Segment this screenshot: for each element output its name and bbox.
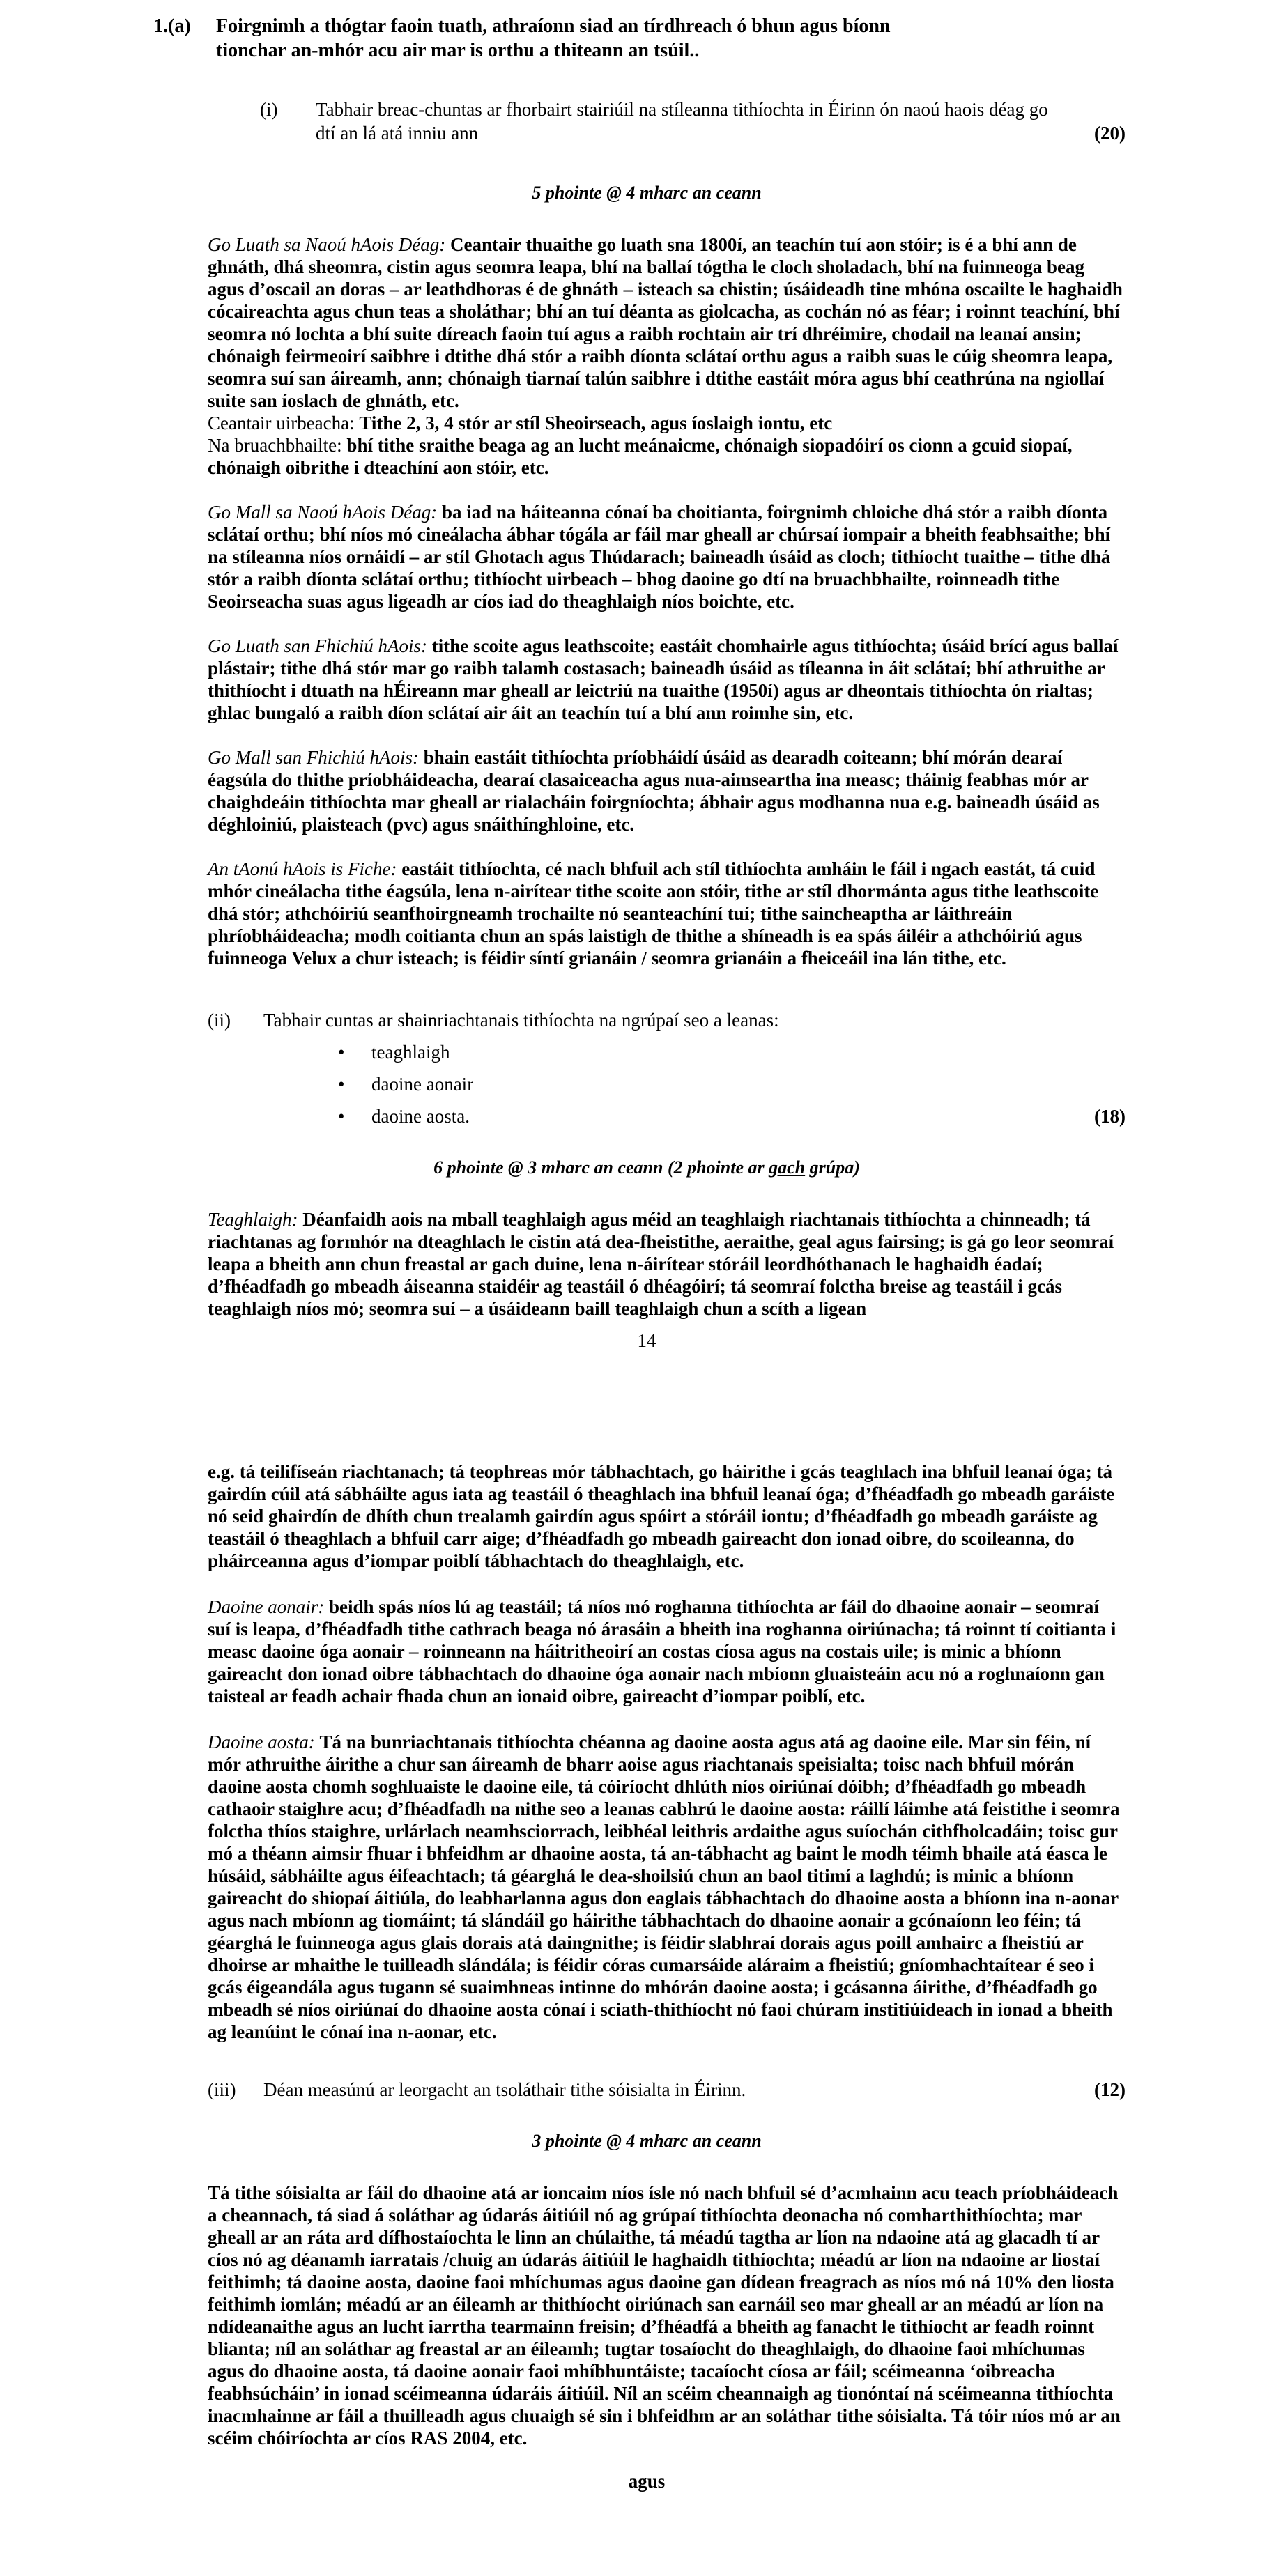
text-segment: grúpa) xyxy=(805,1157,860,1178)
bullet-item-label: teaghlaigh xyxy=(371,1042,450,1063)
bullet-item-daoine-aonair xyxy=(338,1072,1126,1096)
text-segment: Ceantair thuaithe go luath sna 1800í, an teachín tuí aon stóir; is é a bhí ann de ghnáth, dhá sheomra, cistin agus seomra leapa, bhí na ballaí tógtha le cloch sholadach, bhí na fuinneoga beag agus d’oscail an doras – ar leathdhoras é de ghnáth – isteach sa chistin; úsáideadh tine mhóna oscailte le haghaidh cócaireachta agus chun teas a sholáthar; bhí an tuí déanta as giolcacha, as cochán nó as féar; i roinnt teachíní, bhí seomra nó lochta a bhí suite díreach faoin tuí agus a raibh rochtain air trí dhréimire, chodail na leanaí ansin; chónaigh feirmeoirí saibhre i dtithe dhá stór a raibh díonta sclátaí orthu agus a raibh suas le cúig sheomra leapa, seomra suí san áireamh, ann; chónaigh tiarnaí talún saibhre i dtithe eastáit móra agus bhí ceathrúna na ngiollaí suite san íoslach de ghnáth, etc. xyxy=(208,234,1123,411)
text-segment: bhí tithe sraithe beaga ag an lucht meánaicme, chónaigh siopadóirí os cionn a gcuid siopaí, chónaigh oibrithe i dteachíní aon stóir, etc. xyxy=(208,435,1073,478)
bullet-item-daoine-aosta xyxy=(338,1104,1126,1128)
part-iii-label: (iii) xyxy=(208,2079,236,2100)
answer-paragraph-daoine-aosta xyxy=(208,1731,1126,2043)
text-segment: An tAonú hAois is Fiche: xyxy=(208,858,402,879)
text-segment: Go Luath sa Naoú hAois Déag: xyxy=(208,234,451,255)
bullet-item-label: daoine aonair xyxy=(371,1074,474,1095)
history-paragraph-late-19th xyxy=(208,501,1126,612)
text-segment: Tá tithe sóisialta ar fáil do dhaoine atá ar ioncaim níos ísle nó nach bhfuil sé d’acmhainn acu teach príobháideach a cheannach, tá siad á soláthar ag údarás áitiúil nó ag grúpaí tithíochta deonacha nó comharthithíochta; mar gheall ar an ráta ard dífhostaíochta le linn an chúlaithe, tá méadú tagtha ar líon na ndaoine atá ag glacadh tí ar cíos nó ag déanamh iarratais /chuig an údarás áitiúil le haghaidh tithíochta; méadú ar líon na ndaoine ar liostaí feithimh; tá daoine aosta, daoine faoi mhíchumas agus daoine gan dídean freagrach as níos mó ná 10% den liosta feithimh iomlán; méadú ar an éileamh ar thithíocht oiriúnach san earnáil seo mar gheall ar an méadú ar líon na ndídeanaithe agus an lucht iarrtha tearmainn freisin; d’fhéadfá a bheith ag fanacht le tithíocht ar feadh roinnt blianta; níl an soláthar ag freastal ar an éileamh; tugtar tosaíocht do theaghlaigh, do dhaoine faoi mhíchumas agus do dhaoine aosta, tá daoine aonair faoi mhíbhuntáiste; tacaíocht cíosa ar fáil; scéimeanna ‘oibreacha feabhsúcháin’ in ionad scéimeanna údaráis áitiúil. Níl an scéim cheannaigh ag tionóntaí ná scéimeanna tithíochta inacmhainne ar fáil a thuilleadh agus chuaigh sé sin i bhfeidhm ar an soláthar tithe sóisialta. Tá tóir níos mó ar an scéim chóiríochta ar cíos RAS 2004, etc. xyxy=(208,2182,1121,2448)
text-segment: Daoine aonair: xyxy=(208,1596,329,1617)
text-segment: e.g. tá teilifíseán riachtanach; tá teophreas mór tábhachtach, go háirithe i gcás teaghlach ina bhfuil leanaí óga; tá gairdín cúil atá sábháilte agus iata ag teastáil ó theaghlach ina bhfuil leanaí óga; d’fhéadfadh go mbeadh garáiste nó seid ghairdín de dhíth chun trealamh gairdín agus spóirt a stóráil iontu; d’fhéadfadh go mbeadh garáiste ag teastáil ó theaghlach a bhfuil carr aige; d’fhéadfadh go mbeadh gaireacht don ionad oibre, do scoileanna, do pháirceanna agus d’iompar poiblí tábhachtach do theaghlaigh, etc. xyxy=(208,1461,1115,1571)
text-segment: eastáit tithíochta, cé nach bhfuil ach stíl tithíochta amháin le fáil i ngach eastát, tá cuid mhór cineálacha tithe éagsúla, lena n-airítear tithe scoite aon stóir, tithe ar stíl dhormánta agus tithe leathscoite dhá stór; athchóiriú seanfhoirgneamh trochailte nó seanteachíní tuí; tithe saincheaptha ar láithreáin phríobháideacha; modh coitianta chun an spás laistigh de thithe a shíneadh is ea spás áiléir a athchóiriú agus fuinneoga Velux a chur isteach; is féidir síntí grianáin / seomra grianáin a fheiceáil ina lán tithe, etc. xyxy=(208,858,1099,969)
part-i-marks: (20) xyxy=(1094,123,1126,144)
history-paragraph-late-20th xyxy=(208,746,1126,835)
text-segment: bhain eastáit tithíochta príobháidí úsáid as dearadh coiteann; bhí mórán dearaí éagsúla do thithe príobháideacha, dearaí clasaiceacha agus nua-aimseartha ina measc; tháinig feabhas mór ar chaighdeáin tithíochta mar gheall ar rialacháin foirgníochta; ábhair agus modhanna nua e.g. baineadh úsáid as déghloiniú, plaisteach (pvc) agus snáithínghloine, etc. xyxy=(208,747,1100,835)
scheme-heading-iii: 3 phointe @ 4 mharc an ceann xyxy=(532,2131,762,2151)
answer-paragraph-teaghlaigh xyxy=(208,1208,1126,1320)
answer-paragraph-social-housing xyxy=(208,2182,1126,2449)
bullet-item-teaghlaigh xyxy=(338,1040,1126,1064)
history-paragraph-21st xyxy=(208,858,1126,969)
page-footer-word: agus xyxy=(628,2471,666,2492)
text-segment: Ceantair uirbeacha: xyxy=(208,412,360,433)
text-segment: ba iad na háiteanna cónaí ba choitianta, foirgnimh chloiche dhá stór a raibh díonta sclátaí orthu; bhí níos mó cineálacha ábhar tógála ar fáil mar gheall ar chúrsaí iompair a bheith feabhsaithe; bhí na stíleanna níos ornáidí – ar stíl Ghotach agus Thúdarach; baineadh úsáid as cloch; tithíocht tuaithe – tithe dhá stór a raibh díonta sclátaí orthu; tithíocht uirbeach – bhog daoine go dtí na bruachbhailte, roinneadh tithe Seoirseacha suas agus ligeadh ar cíos iad do theaghlaigh níos boichte, etc. xyxy=(208,502,1111,612)
history-paragraph-early-19th xyxy=(208,233,1126,479)
part-iii-question-text: Déan measúnú ar leorgacht an tsoláthair tithe sóisialta in Éirinn. xyxy=(263,2079,746,2100)
document-content xyxy=(208,98,1126,2492)
text-segment: Teaghlaigh: xyxy=(208,1209,303,1230)
text-segment: gach xyxy=(769,1157,806,1178)
bullet-icon: • xyxy=(338,1074,345,1095)
text-segment: 6 phointe @ 3 mharc an ceann (2 phointe ar xyxy=(433,1157,769,1178)
scheme-heading-i: 5 phointe @ 4 mharc an ceann xyxy=(532,183,762,203)
page-number: 14 xyxy=(637,1330,656,1351)
bullet-icon: • xyxy=(338,1106,345,1127)
text-segment: Tithe 2, 3, 4 stór ar stíl Sheoirseach, agus íoslaigh iontu, etc xyxy=(359,412,833,433)
text-segment: Na bruachbhailte: xyxy=(208,435,347,456)
part-ii-question-text: Tabhair cuntas ar shainriachtanais tithíochta na ngrúpaí seo a leanas: xyxy=(263,1010,779,1031)
question-heading xyxy=(153,14,1267,63)
text-segment: Tá na bunriachtanais tithíochta chéanna ag daoine aosta agus atá ag daoine eile. Mar sin féin, ní mór athruithe áirithe a chur san áireamh de bharr aoise agus riachtanais speisialta; toisc nach bhfuil mórán daoine aosta chomh soghluaiste le daoine eile, tá cóiríocht dhlúth níos oiriúnaí dóibh; d’fhéadfadh go mbeadh cathaoir staighre acu; d’fhéadfadh na nithe seo a leanas cabhrú le daoine aosta: ráillí láimhe atá feistithe i seomra folctha thíos staighre, urlárlach neamhsciorrach, leibhéal leithris ardaithe agus suíochán cithfholcadáin; toisc gur mó a théann aimsir fhuar i bhfeidhm ar dhaoine aosta, tá an-tábhacht ag baint le modh téimh bhaile atá éasca le húsáid, sábháilte agus éifeachtach; tá géarghá le dea-shoilsiú chun an baol titimí a laghdú; is minic a bhíonn gaireacht do shiopaí áitiúla, do leabharlanna agus don eaglais tábhachtach do dhaoine aosta a bhíonn ina n-aonar agus nach mbíonn ag tiomáint; tá slándáil go háirithe tábhachtach do dhaoine aonair a gcónaíonn leo féin; tá géarghá le fuinneoga agus glais dorais atá daingnithe; is féidir slabhraí dorais agus poill amhairc a fheistiú ar dhoirse ar mhaithe le tuilleadh slándála; is féidir córas cumarsáide aláraim a fheistiú; gníomhachtaítear é seo i gcás éigeandála agus tugann sé suaimhneas intinne do mhórán daoine aosta; i gcásanna áirithe, d’fhéadfadh go mbeadh sé níos oiriúnaí do dhaoine aosta cónaí i sciath-thithíocht nó faoi chúram institiúideach in ionad a bheith ag leanúint le cónaí ina n-aonar, etc. xyxy=(208,1732,1120,2042)
bullet-icon: • xyxy=(338,1042,345,1063)
scheme-heading-ii xyxy=(208,1156,1086,1179)
part-iii-marks: (12) xyxy=(1094,2079,1126,2100)
part-i-question-text: Tabhair breac-chuntas ar fhorbairt stairiúil na stíleanna tithíochta in Éirinn ón naoú haois déag go dtí an lá atá inniu ann xyxy=(316,99,1048,144)
text-segment: Daoine aosta: xyxy=(208,1732,320,1752)
text-segment: Go Mall sa Naoú hAois Déag: xyxy=(208,502,442,523)
bullet-item-label: daoine aosta. xyxy=(371,1106,470,1127)
question-title: Foirgnimh a thógtar faoin tuath, athraíonn siad an tírdhreach ó bhun agus bíonn tionchar an-mhór acu air mar is orthu a thiteann an tsúil.. xyxy=(216,15,891,61)
answer-paragraph-daoine-aonair xyxy=(208,1596,1126,1707)
part-ii-label: (ii) xyxy=(208,1010,231,1031)
part-iii-question-row xyxy=(208,2078,1126,2101)
text-segment: Go Luath san Fhichiú hAois: xyxy=(208,635,432,656)
text-segment: beidh spás níos lú ag teastáil; tá níos mó roghanna tithíochta ar fáil do dhaoine aonair – seomraí suí is leapa, d’fhéadfadh tithe cathrach beaga nó árasáin a bheith ina roghanna oiriúnacha; tá roinnt tí coitianta i measc daoine óga aonair – roinneann na háitritheoirí an costas cíosa agus na costais uile; is minic a bhíonn gaireacht don ionad oibre tábhachtach do dhaoine óga aonair nach mbíonn gluaisteáin acu nó a roghnaíonn gan taisteal ar feadh achair fhada chun an ionaid oibre, gaireacht d’iompar poiblí, etc. xyxy=(208,1596,1116,1706)
part-ii-question-row xyxy=(208,1008,1126,1032)
answer-paragraph-teaghlaigh-continued xyxy=(208,1460,1126,1572)
question-number: 1.(a) xyxy=(153,15,191,37)
part-i-question-row xyxy=(260,98,1126,145)
part-i-label: (i) xyxy=(260,99,278,120)
text-segment: Déanfaidh aois na mball teaghlaigh agus méid an teaghlaigh riachtanais tithíochta a chinneadh; tá riachtanas ag formhór na dteaghlach le cistin atá dea-fheistithe, aeraithe, geal agus fairsing; is gá go leor seomraí leapa a bheith ann chun freastal ar gach duine, lena n-áirítear stóráil leordhóthanach le haghaidh éadaí; d’fhéadfadh go mbeadh áiseanna staidéir ag teastáil ó dhéagóirí; tá seomraí folctha breise ag teastáil i gcás teaghlaigh níos mó; seomra suí – a úsáideann baill teaghlaigh chun a scíth a ligean xyxy=(208,1209,1114,1319)
part-ii-marks: (18) xyxy=(1094,1106,1126,1127)
history-paragraph-early-20th xyxy=(208,635,1126,724)
text-segment: tithe scoite agus leathscoite; eastáit chomhairle agus tithíochta; úsáid brící agus ballaí plástair; tithe dhá stór mar go raibh talamh costasach; baineadh úsáid as tíleanna in áit sclátaí; bhí athruithe ar thithíocht i dtuath na hÉireann mar gheall ar leictriú na tuaithe (1950í) agus ar dheontais tithíochta ón rialtas; ghlac bungaló a raibh díon sclátaí air áit an teachín tuí a bhí ann roimhe sin, etc. xyxy=(208,635,1119,723)
text-segment: Go Mall san Fhichiú hAois: xyxy=(208,747,424,768)
